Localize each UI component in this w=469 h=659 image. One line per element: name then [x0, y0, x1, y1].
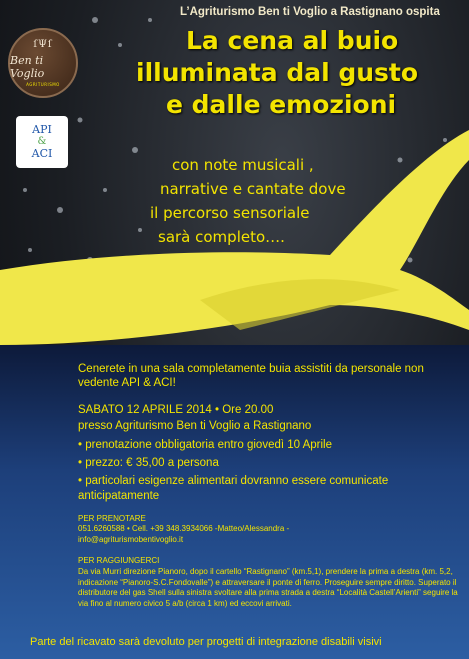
agriturismo-logo — [8, 28, 78, 98]
footer-note: Parte del ricavato sarà devoluto per progetti di integrazione disabili visivi — [30, 636, 382, 648]
api-aci-logo — [16, 116, 68, 168]
subtitle-line-2: narrative e cantate dove — [160, 180, 346, 198]
directions-label: PER RAGGIUNGERCI — [78, 556, 160, 565]
booking-email[interactable]: info@agriturismobentivoglio.it — [78, 535, 184, 544]
logo-mark: ſΨſ — [33, 39, 53, 50]
subtitle-line-3: il percorso sensoriale — [150, 204, 310, 222]
title-line-1: La cena al buio — [186, 26, 399, 55]
logo-name: Ben ti Voglio — [10, 54, 45, 80]
directions-text: Da via Murri direzione Pianoro, dopo il cartello “Rastignano” (km.5,1), prendere la prima a destra (km. 5,2, indicazione “Pianoro-S.C.Fondovalle”) e attraversare il ponte di ferro. Proseguire sempre diritto. Superato il distributore del gas Shell sulla sinistra svoltare alla prima strada a destra “Località Castell’Arienti” seguire la via fino al numero civico 5 a/b (circa 1 km) ed eccovi arrivati. — [78, 567, 458, 608]
title-line-3: e dalle emozioni — [166, 90, 397, 119]
subtitle-line-4: sarà completo…. — [158, 228, 285, 246]
host-line: L’Agriturismo Ben ti Voglio a Rastignano ospita — [180, 6, 440, 18]
amp-text: & — [37, 136, 47, 147]
event-date: SABATO 12 APRILE 2014 • Ore 20.00 — [78, 404, 274, 416]
booking-phone: 051.6260588 • Cell. +39 348.3934066 -Matteo/Alessandra - — [78, 524, 290, 533]
bullet-price: • prezzo: € 35,00 a persona — [78, 457, 219, 469]
booking-label: PER PRENOTARE — [78, 514, 146, 523]
api-text: API — [32, 123, 52, 136]
intro-text: Cenerete in una sala completamente buia assistiti da personale non vedente API & ACI! — [78, 363, 424, 389]
title-line-2: illuminata dal gusto — [136, 58, 419, 87]
subtitle-line-1: con note musicali , — [172, 156, 314, 174]
aci-text: ACI — [31, 147, 53, 160]
logo-sub: AGRITURISMO — [26, 82, 60, 87]
bullet-booking: • prenotazione obbligatoria entro giovedì 10 Aprile — [78, 439, 333, 451]
event-place: presso Agriturismo Ben ti Voglio a Rastignano — [78, 420, 312, 432]
bullet-diet: • particolari esigenze alimentari dovranno essere comunicate anticipatamente — [78, 475, 389, 502]
